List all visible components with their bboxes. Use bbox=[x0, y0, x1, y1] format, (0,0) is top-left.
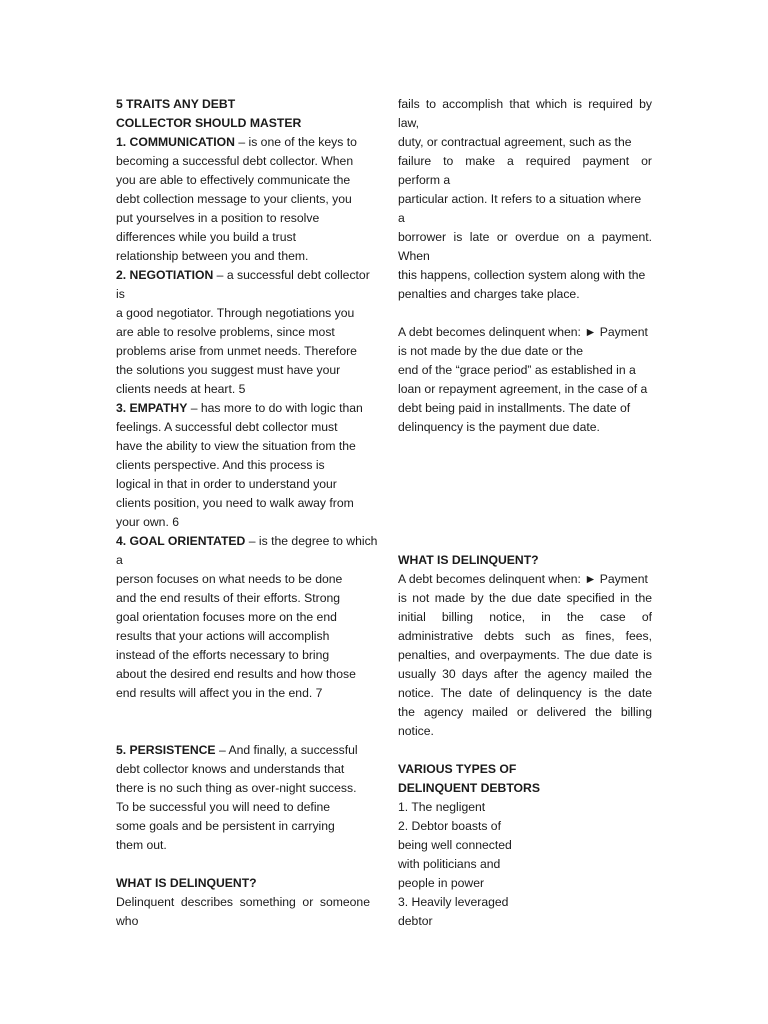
paragraph-line: borrower is late or overdue on a payment. bbox=[398, 230, 652, 244]
trait-1-text: – is one of the keys to bbox=[234, 135, 357, 149]
paragraph-line: have the ability to view the situation from the bbox=[116, 439, 356, 453]
trait-4-heading: 4. GOAL ORIENTATED bbox=[116, 534, 246, 548]
trait-2-text: – a successful debt collector bbox=[213, 268, 370, 282]
paragraph-line: is not made by the due date or the bbox=[398, 344, 583, 358]
paragraph-line: feelings. A successful debt collector must bbox=[116, 420, 338, 434]
paragraph-line: are able to resolve problems, since most bbox=[116, 325, 335, 339]
paragraph-line: fails to accomplish that which is required by bbox=[398, 97, 652, 111]
trait-5-first-line bbox=[116, 741, 370, 760]
blank-line bbox=[398, 741, 652, 760]
paragraph-line: usually 30 days after the agency mailed the bbox=[398, 667, 652, 681]
paragraph-line: perform a bbox=[398, 173, 451, 187]
left-column bbox=[116, 95, 378, 931]
paragraph-line: them out. bbox=[116, 838, 167, 852]
paragraph-line: becoming a successful debt collector. When bbox=[116, 154, 354, 168]
blank-line bbox=[398, 513, 652, 532]
trait-5-text: – And finally, a successful bbox=[215, 743, 358, 757]
paragraph-line: initial billing notice, in the case of bbox=[398, 610, 652, 624]
trait-2-heading: 2. NEGOTIATION bbox=[116, 268, 214, 282]
blank-line bbox=[116, 722, 370, 741]
types-heading-line-1: VARIOUS TYPES OF bbox=[398, 762, 517, 776]
delinquent-heading-right: WHAT IS DELINQUENT? bbox=[398, 553, 539, 567]
list-item: debtor bbox=[398, 914, 433, 928]
trait-3-text: – has more to do with logic than bbox=[187, 401, 363, 415]
paragraph-line: particular action. It refers to a situation where bbox=[398, 192, 642, 206]
paragraph-line: problems arise from unmet needs. Therefore bbox=[116, 344, 357, 358]
title-line-2: COLLECTOR SHOULD MASTER bbox=[116, 116, 302, 130]
trait-2-first-line bbox=[116, 266, 370, 285]
paragraph-line: delinquency is the payment due date. bbox=[398, 420, 600, 434]
blank-line bbox=[116, 855, 370, 874]
paragraph-line: a bbox=[116, 553, 123, 567]
paragraph-line: A debt becomes delinquent when: ► Payment bbox=[398, 572, 648, 586]
paragraph-line: Delinquent describes something or someone bbox=[116, 895, 370, 909]
trait-1-first-line bbox=[116, 133, 370, 152]
paragraph-line: results that your actions will accomplish bbox=[116, 629, 330, 643]
trait-5-heading: 5. PERSISTENCE bbox=[116, 743, 216, 757]
list-item: 2. Debtor boasts of bbox=[398, 819, 501, 833]
paragraph-line: logical in that in order to understand your bbox=[116, 477, 337, 491]
paragraph-line: goal orientation focuses more on the end bbox=[116, 610, 337, 624]
paragraph-line: penalties and charges take place. bbox=[398, 287, 580, 301]
paragraph-line: is not made by the due date specified in the bbox=[398, 591, 652, 605]
list-item: being well connected bbox=[398, 838, 512, 852]
list-item: with politicians and bbox=[398, 857, 501, 871]
paragraph-line: put yourselves in a position to resolve bbox=[116, 211, 320, 225]
trait-3-first-line bbox=[116, 399, 370, 418]
paragraph-line: debt being paid in installments. The date of bbox=[398, 401, 631, 415]
blank-line bbox=[116, 703, 370, 722]
paragraph-line: person focuses on what needs to be done bbox=[116, 572, 343, 586]
paragraph-line: a good negotiator. Through negotiations you bbox=[116, 306, 355, 320]
trait-3-heading: 3. EMPATHY bbox=[116, 401, 188, 415]
blank-line bbox=[398, 532, 652, 551]
trait-4-text: – is the degree to which bbox=[245, 534, 378, 548]
paragraph-line: relationship between you and them. bbox=[116, 249, 309, 263]
list-item: 1. The negligent bbox=[398, 800, 486, 814]
paragraph-line: a bbox=[398, 211, 405, 225]
paragraph-line: this happens, collection system along with the bbox=[398, 268, 646, 282]
paragraph-line: failure to make a required payment or bbox=[398, 154, 652, 168]
blank-line bbox=[398, 475, 652, 494]
paragraph-line: law, bbox=[398, 116, 420, 130]
paragraph-line: your own. 6 bbox=[116, 515, 180, 529]
paragraph-line: clients needs at heart. 5 bbox=[116, 382, 246, 396]
paragraph-line: and the end results of their efforts. Strong bbox=[116, 591, 341, 605]
paragraph-line: debt collector knows and understands that bbox=[116, 762, 345, 776]
paragraph-line: the agency mailed or delivered the billing bbox=[398, 705, 652, 719]
paragraph-line: To be successful you will need to define bbox=[116, 800, 331, 814]
paragraph-line: A debt becomes delinquent when: ► Payment bbox=[398, 325, 648, 339]
paragraph-line: differences while you build a trust bbox=[116, 230, 296, 244]
paragraph-line: loan or repayment agreement, in the case of a bbox=[398, 382, 648, 396]
paragraph-line: When bbox=[398, 249, 430, 263]
paragraph-line: some goals and be persistent in carrying bbox=[116, 819, 335, 833]
paragraph-line: notice. bbox=[398, 724, 434, 738]
paragraph-line: instead of the efforts necessary to bring bbox=[116, 648, 330, 662]
delinquent-heading-left: WHAT IS DELINQUENT? bbox=[116, 876, 257, 890]
paragraph-line: end results will affect you in the end. 7 bbox=[116, 686, 323, 700]
blank-line bbox=[398, 456, 652, 475]
trait-1-heading: 1. COMMUNICATION bbox=[116, 135, 235, 149]
paragraph-line: penalties, and overpayments. The due date is bbox=[398, 648, 652, 662]
list-item: 3. Heavily leveraged bbox=[398, 895, 509, 909]
paragraph-line: debt collection message to your clients, you bbox=[116, 192, 352, 206]
paragraph-line: is bbox=[116, 287, 125, 301]
trait-4-first-line bbox=[116, 532, 378, 551]
paragraph-line: the solutions you suggest must have your bbox=[116, 363, 341, 377]
paragraph-line: clients perspective. And this process is bbox=[116, 458, 325, 472]
right-column bbox=[398, 95, 652, 931]
paragraph-line: notice. The date of delinquency is the date bbox=[398, 686, 652, 700]
title-line-1: 5 TRAITS ANY DEBT bbox=[116, 97, 236, 111]
paragraph-line: there is no such thing as over-night success. bbox=[116, 781, 357, 795]
blank-line bbox=[398, 437, 652, 456]
types-heading-line-2: DELINQUENT DEBTORS bbox=[398, 781, 540, 795]
paragraph-line: who bbox=[116, 914, 139, 928]
blank-line bbox=[398, 304, 652, 323]
paragraph-line: about the desired end results and how those bbox=[116, 667, 356, 681]
blank-line bbox=[398, 494, 652, 513]
paragraph-line: clients position, you need to walk away from bbox=[116, 496, 354, 510]
paragraph-line: you are able to effectively communicate the bbox=[116, 173, 351, 187]
paragraph-line: duty, or contractual agreement, such as the bbox=[398, 135, 632, 149]
list-item: people in power bbox=[398, 876, 485, 890]
paragraph-line: administrative debts such as fines, fees, bbox=[398, 629, 652, 643]
paragraph-line: end of the “grace period” as established in a bbox=[398, 363, 636, 377]
